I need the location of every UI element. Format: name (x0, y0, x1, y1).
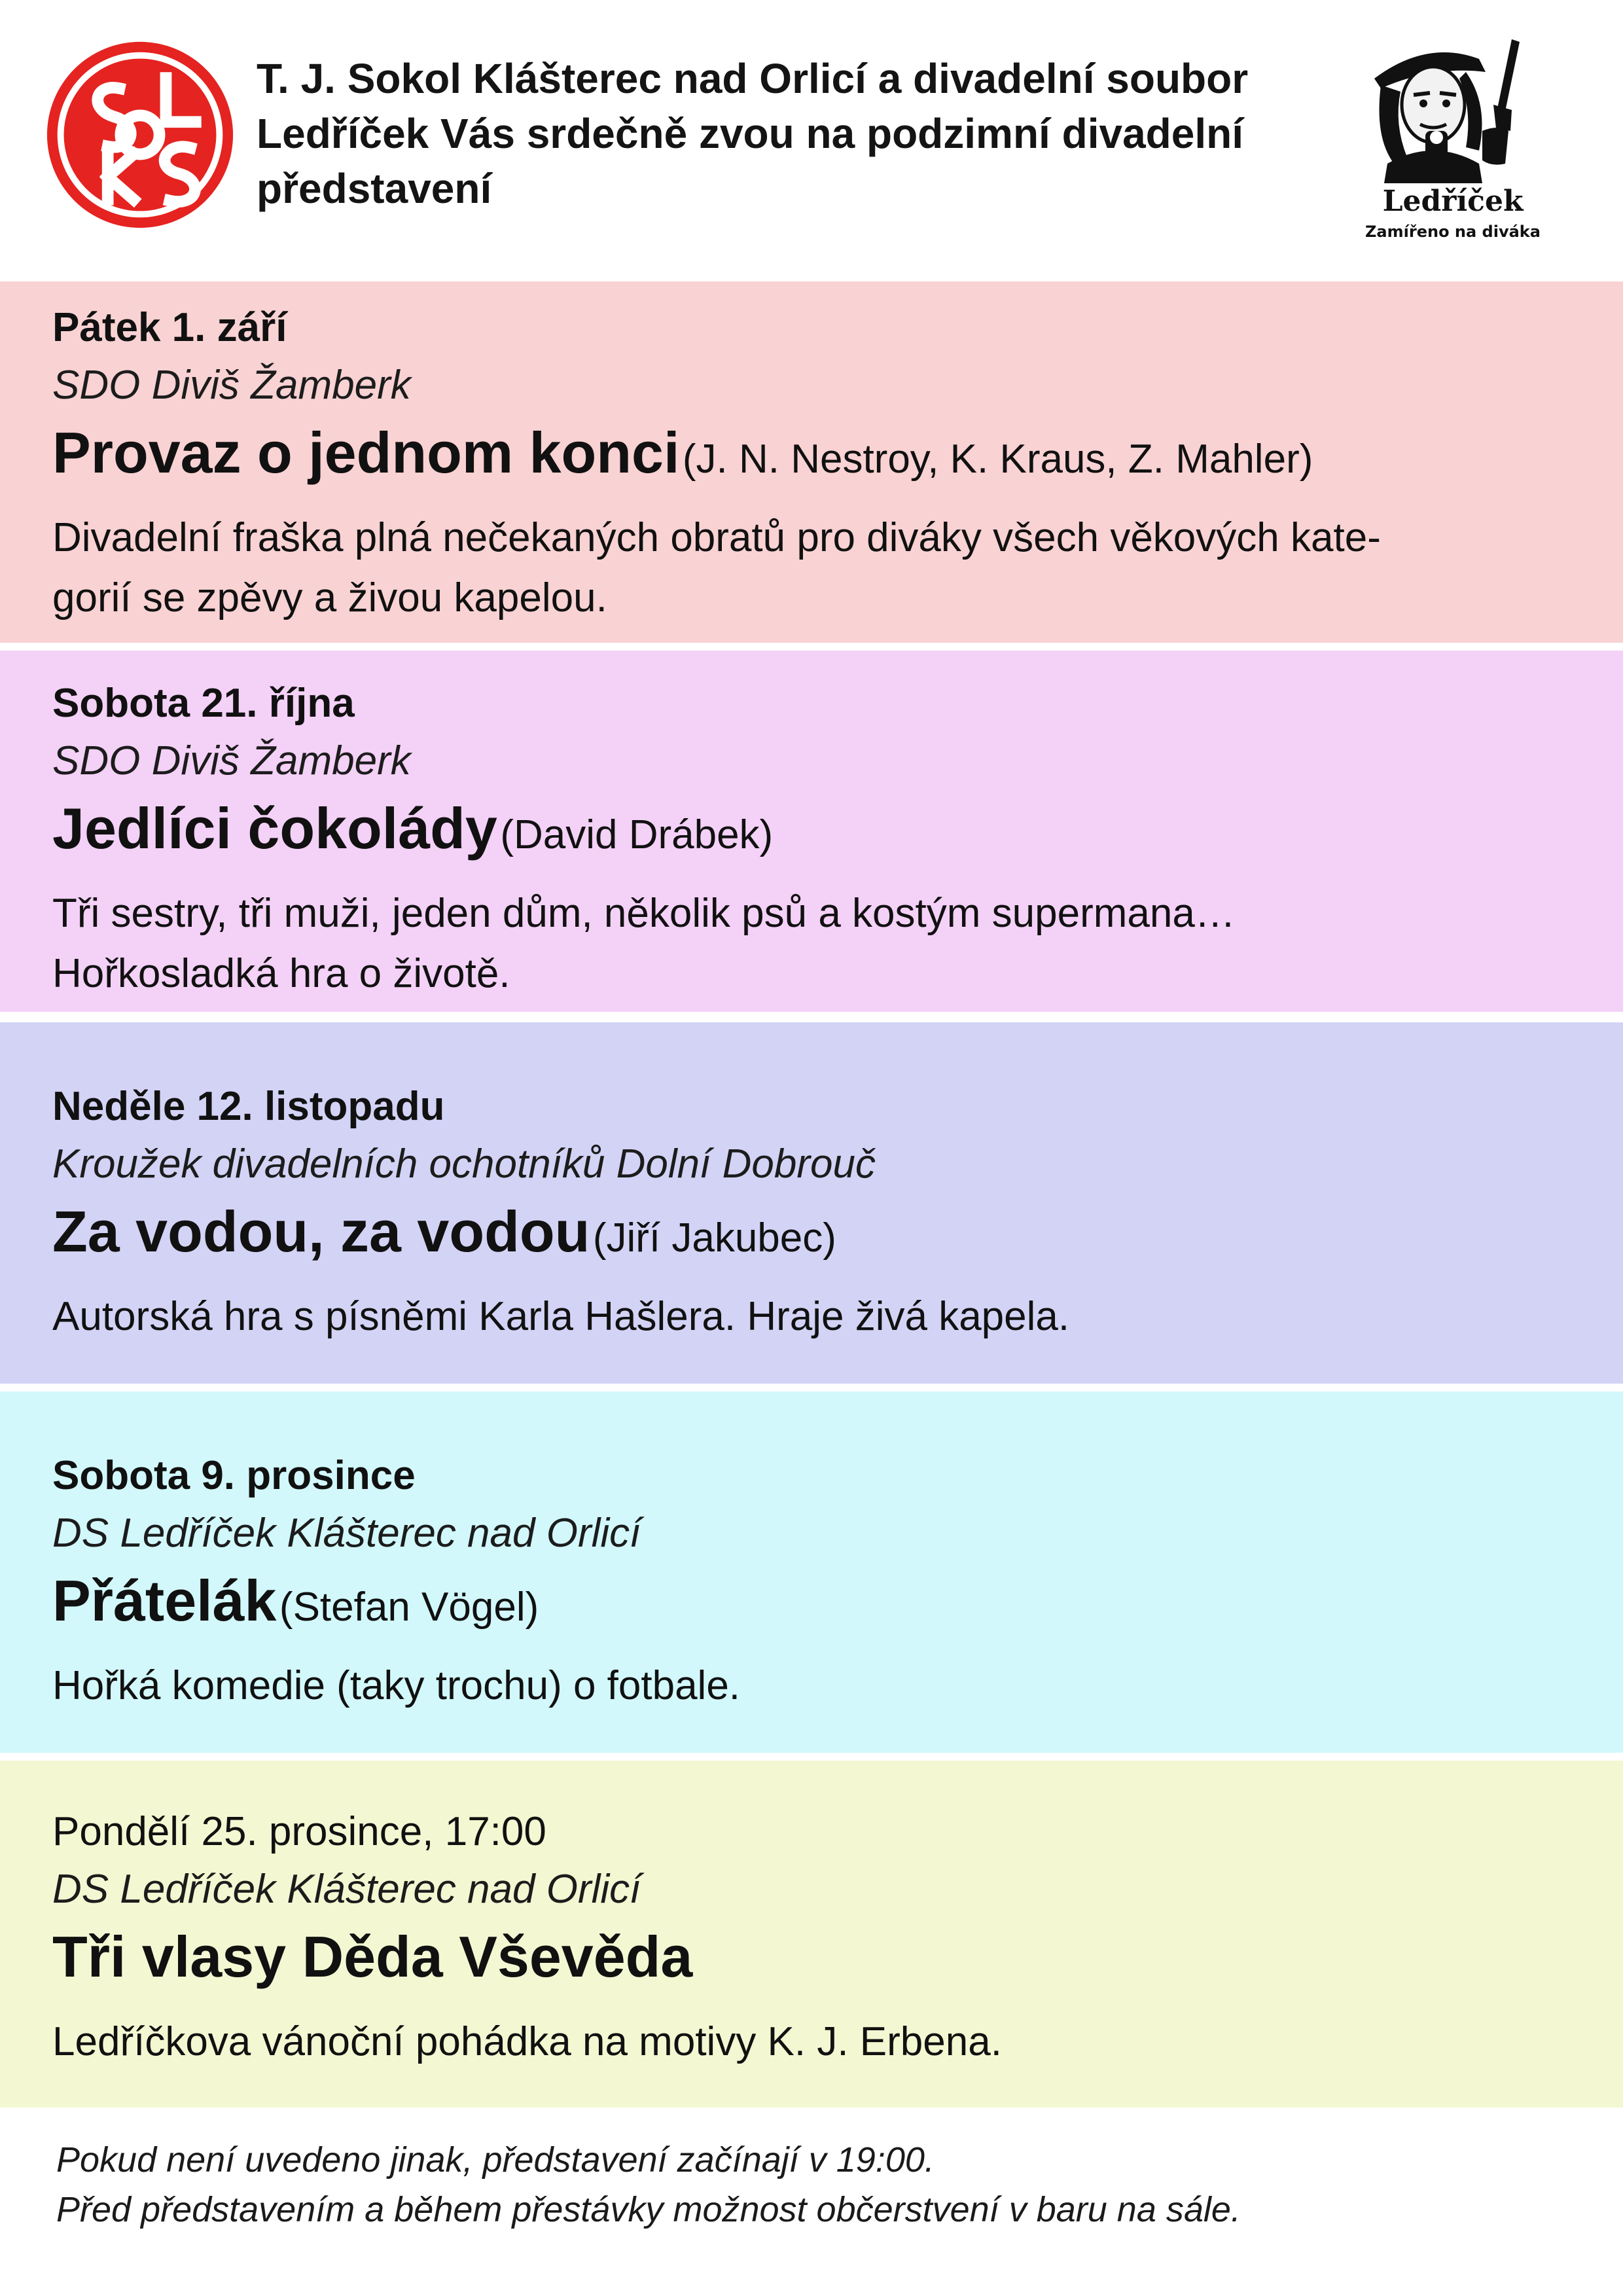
event-title: Jedlíci čokolády (52, 796, 497, 861)
event-description: Ledříčkova vánoční pohádka na motivy K. J. Erbena. (52, 2019, 1002, 2064)
footer-line: Před představením a během přestávky možnost občerstvení v baru na sále. (56, 2190, 1241, 2229)
event-description: Hořkosladká hra o životě. (52, 951, 510, 996)
event-date: Pondělí 25. prosince, 17:00 (52, 1809, 546, 1854)
ledricek-logo (1348, 33, 1558, 249)
event-troupe: DS Ledříček Klášterec nad Orlicí (52, 1511, 641, 1556)
header (0, 0, 1623, 275)
event-troupe: DS Ledříček Klášterec nad Orlicí (52, 1867, 641, 1912)
event-description: Hořká komedie (taky trochu) o fotbale. (52, 1663, 741, 1708)
event-title: Přátelák (52, 1568, 277, 1633)
footer-line: Pokud není uvedeno jinak, představení začínají v 19:00. (56, 2140, 935, 2179)
event-troupe: SDO Diviš Žamberk (52, 738, 411, 783)
event-troupe: SDO Diviš Žamberk (52, 363, 411, 408)
event-title-line (52, 1194, 1623, 1287)
pirate-figure-icon (1348, 33, 1558, 183)
footer-note (56, 2135, 1561, 2234)
event-title: Provaz o jednom konci (52, 420, 680, 485)
event-block (0, 281, 1623, 643)
event-title: Za vodou, za vodou (52, 1199, 590, 1264)
event-date: Sobota 21. října (52, 681, 355, 726)
ledricek-name: Ledříček (1382, 185, 1524, 218)
event-author: (Stefan Vögel) (279, 1585, 539, 1630)
event-date: Pátek 1. září (52, 305, 287, 350)
event-author: (Jiří Jakubec) (592, 1215, 836, 1261)
event-date: Sobota 9. prosince (52, 1453, 416, 1498)
event-author: (J. N. Nestroy, K. Kraus, Z. Mahler) (682, 437, 1313, 482)
event-block (0, 1391, 1623, 1753)
sokol-logo (43, 38, 237, 232)
event-description: gorií se zpěvy a živou kapelou. (52, 575, 607, 620)
event-date: Neděle 12. listopadu (52, 1084, 445, 1129)
event-description: Autorská hra s písněmi Karla Hašlera. Hraje živá kapela. (52, 1294, 1070, 1339)
event-title: Tři vlasy Děda Vševěda (52, 1924, 693, 1989)
event-description: Tři sestry, tři muži, jeden dům, několik psů a kostým supermana… (52, 891, 1236, 936)
event-title-line (52, 1563, 1623, 1656)
event-block (0, 1761, 1623, 2108)
event-block (0, 1022, 1623, 1384)
event-troupe: Kroužek divadelních ochotníků Dolní Dobrouč (52, 1141, 876, 1187)
event-title-line (52, 1919, 1623, 2012)
ledricek-motto: Zamířeno na diváka (1365, 223, 1541, 241)
event-description: Divadelní fraška plná nečekaných obratů pro diváky všech věkových kate- (52, 515, 1381, 560)
event-title-line (52, 415, 1623, 508)
page-title: T. J. Sokol Klášterec nad Orlicí a divadelní soubor Ledříček Vás srdečně zvou na podzimní divadelní představení (257, 55, 1249, 212)
event-block (0, 651, 1623, 1012)
event-author: (David Drábek) (500, 812, 774, 857)
event-title-line (52, 791, 1623, 884)
